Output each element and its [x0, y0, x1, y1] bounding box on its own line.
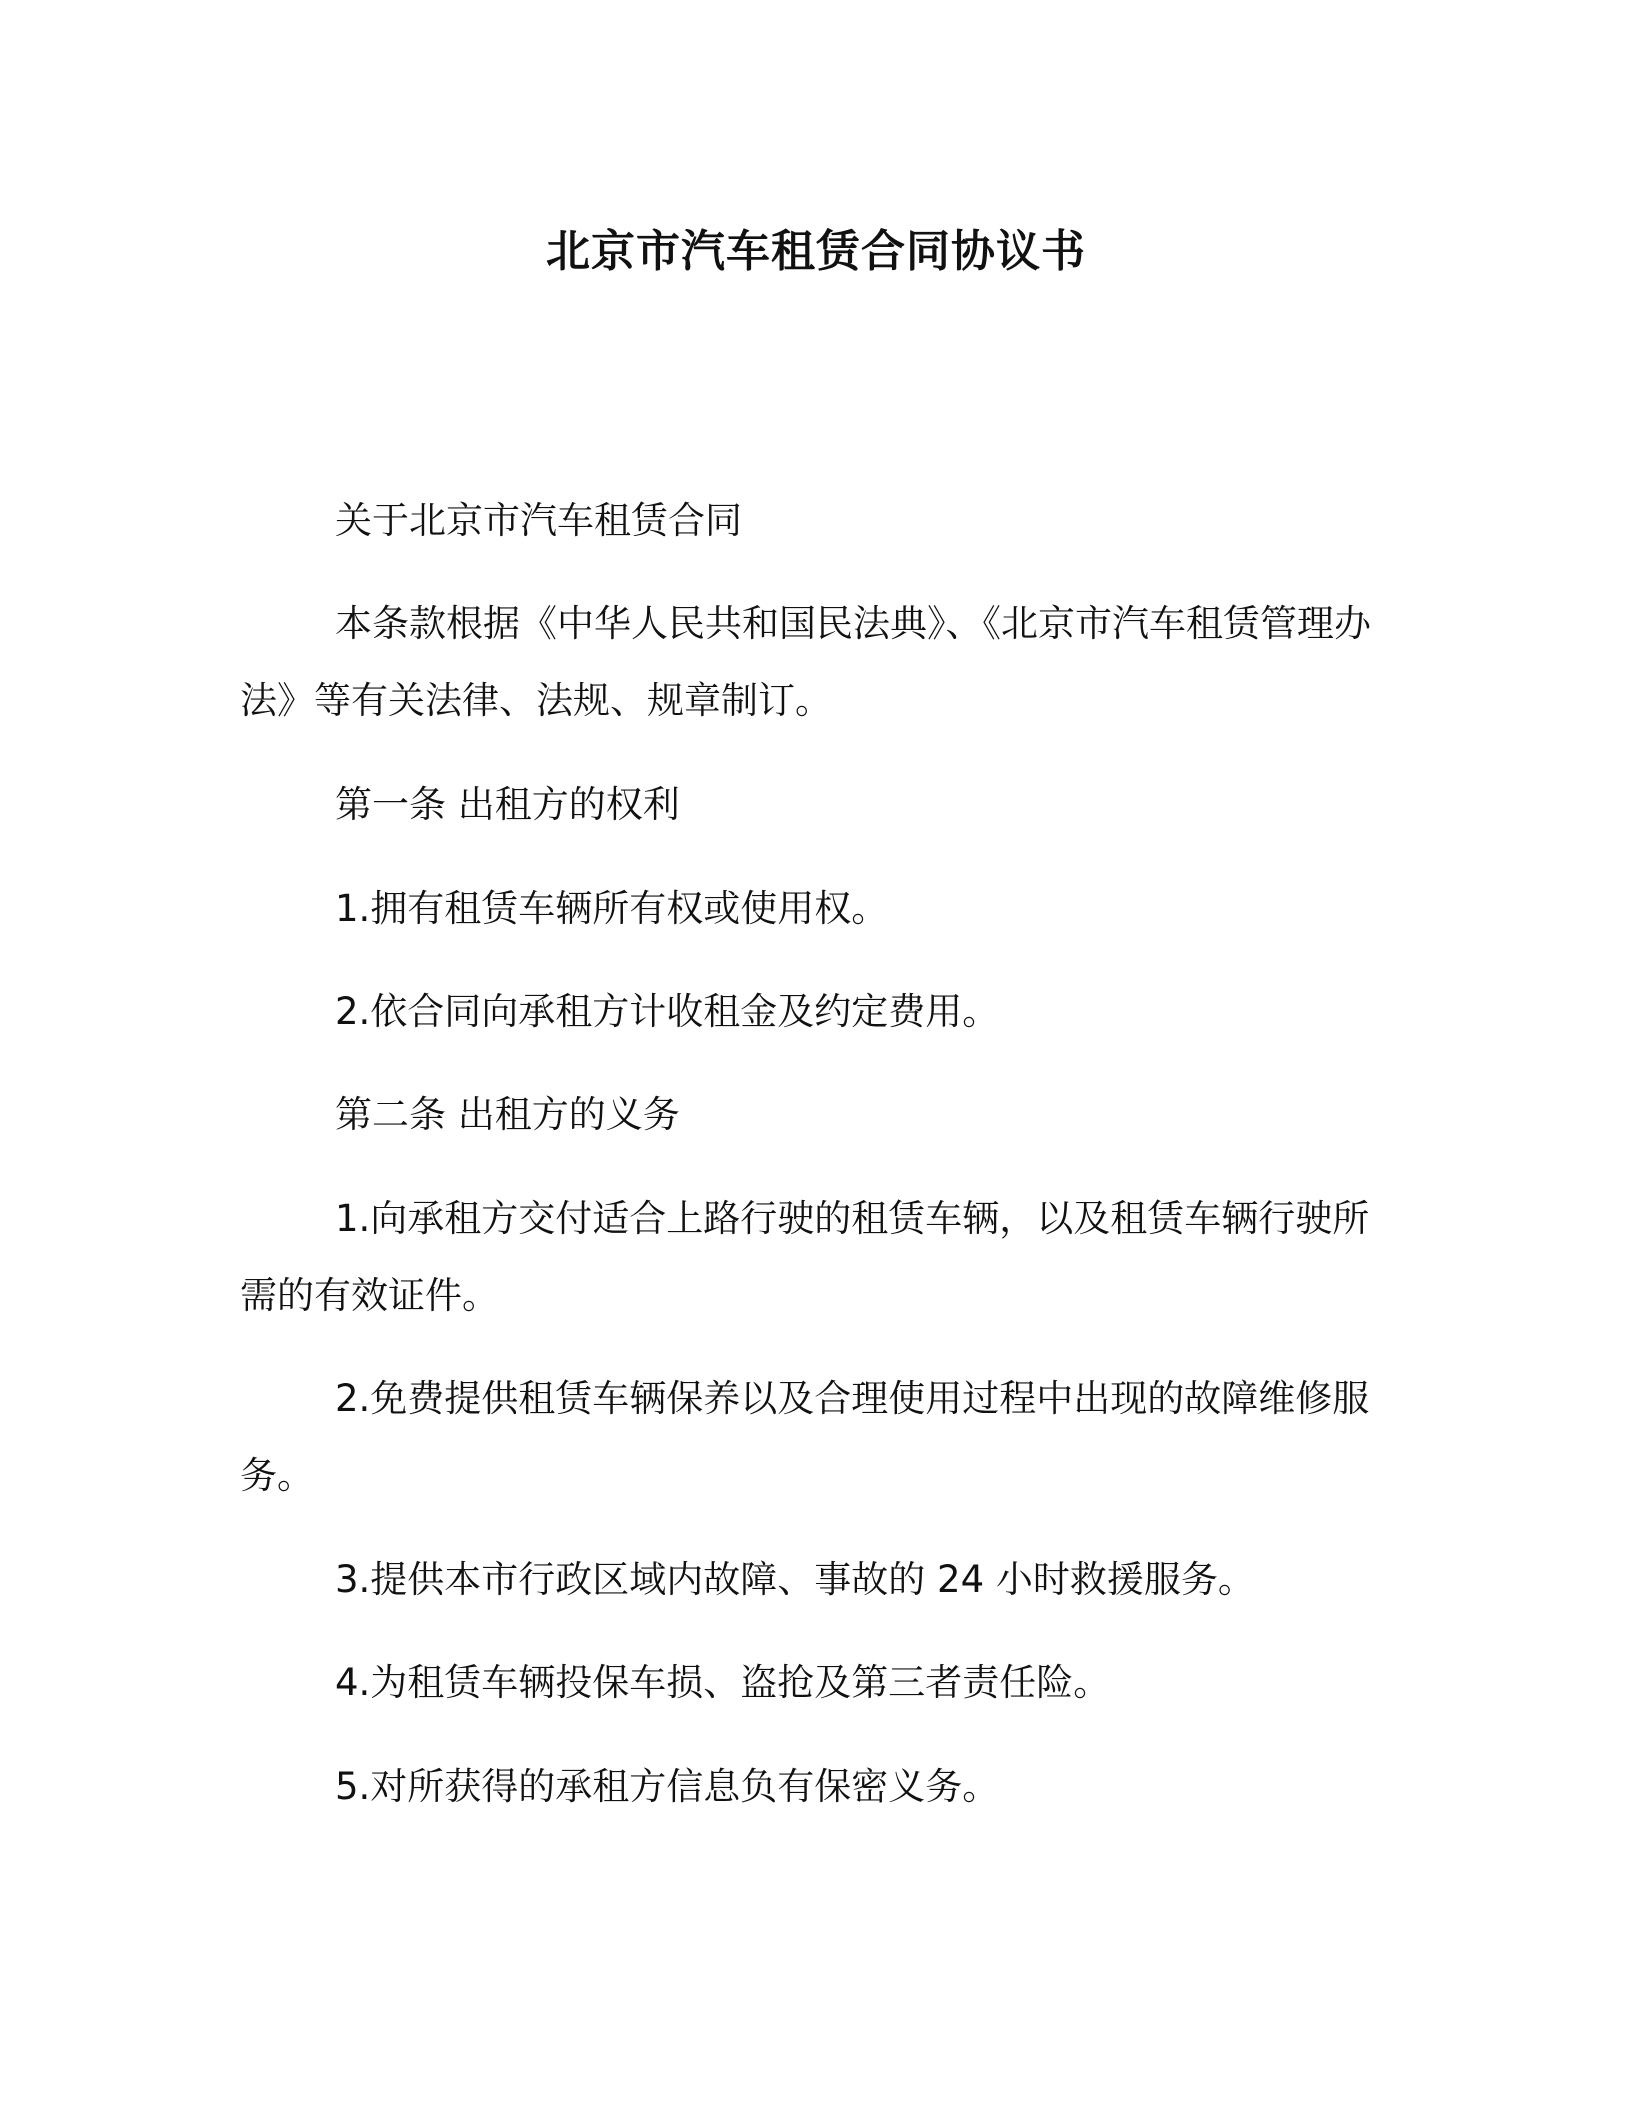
- article-2-item-2: 2.免费提供租赁车辆保养以及合理使用过程中出现的故障维修服务。: [240, 1377, 1370, 1497]
- article-2-item-1: 1.向承租方交付适合上路行驶的租赁车辆，以及租赁车辆行驶所需的有效证件。: [240, 1197, 1370, 1317]
- document-title: 北京市汽车租赁合同协议书: [546, 226, 1086, 277]
- article-1-heading: 第一条 出租方的权利: [335, 783, 680, 826]
- article-2-heading: 第二条 出租方的义务: [335, 1093, 680, 1136]
- article-1-item-1: 1.拥有租赁车辆所有权或使用权。: [335, 887, 889, 930]
- article-1-item-2: 2.依合同向承租方计收租金及约定费用。: [335, 990, 1000, 1033]
- intro-paragraph: 本条款根据《中华人民共和国民法典》、《北京市汽车租赁管理办法》等有关法律、法规、规章制订。: [240, 602, 1371, 722]
- article-2-item-5: 5.对所获得的承租方信息负有保密义务。: [335, 1765, 1000, 1808]
- article-2-item-3: 3.提供本市行政区域内故障、事故的 24 小时救援服务。: [335, 1558, 1255, 1601]
- article-2-item-4: 4.为租赁车辆投保车损、盗抢及第三者责任险。: [335, 1661, 1111, 1704]
- intro-heading: 关于北京市汽车租赁合同: [335, 499, 742, 542]
